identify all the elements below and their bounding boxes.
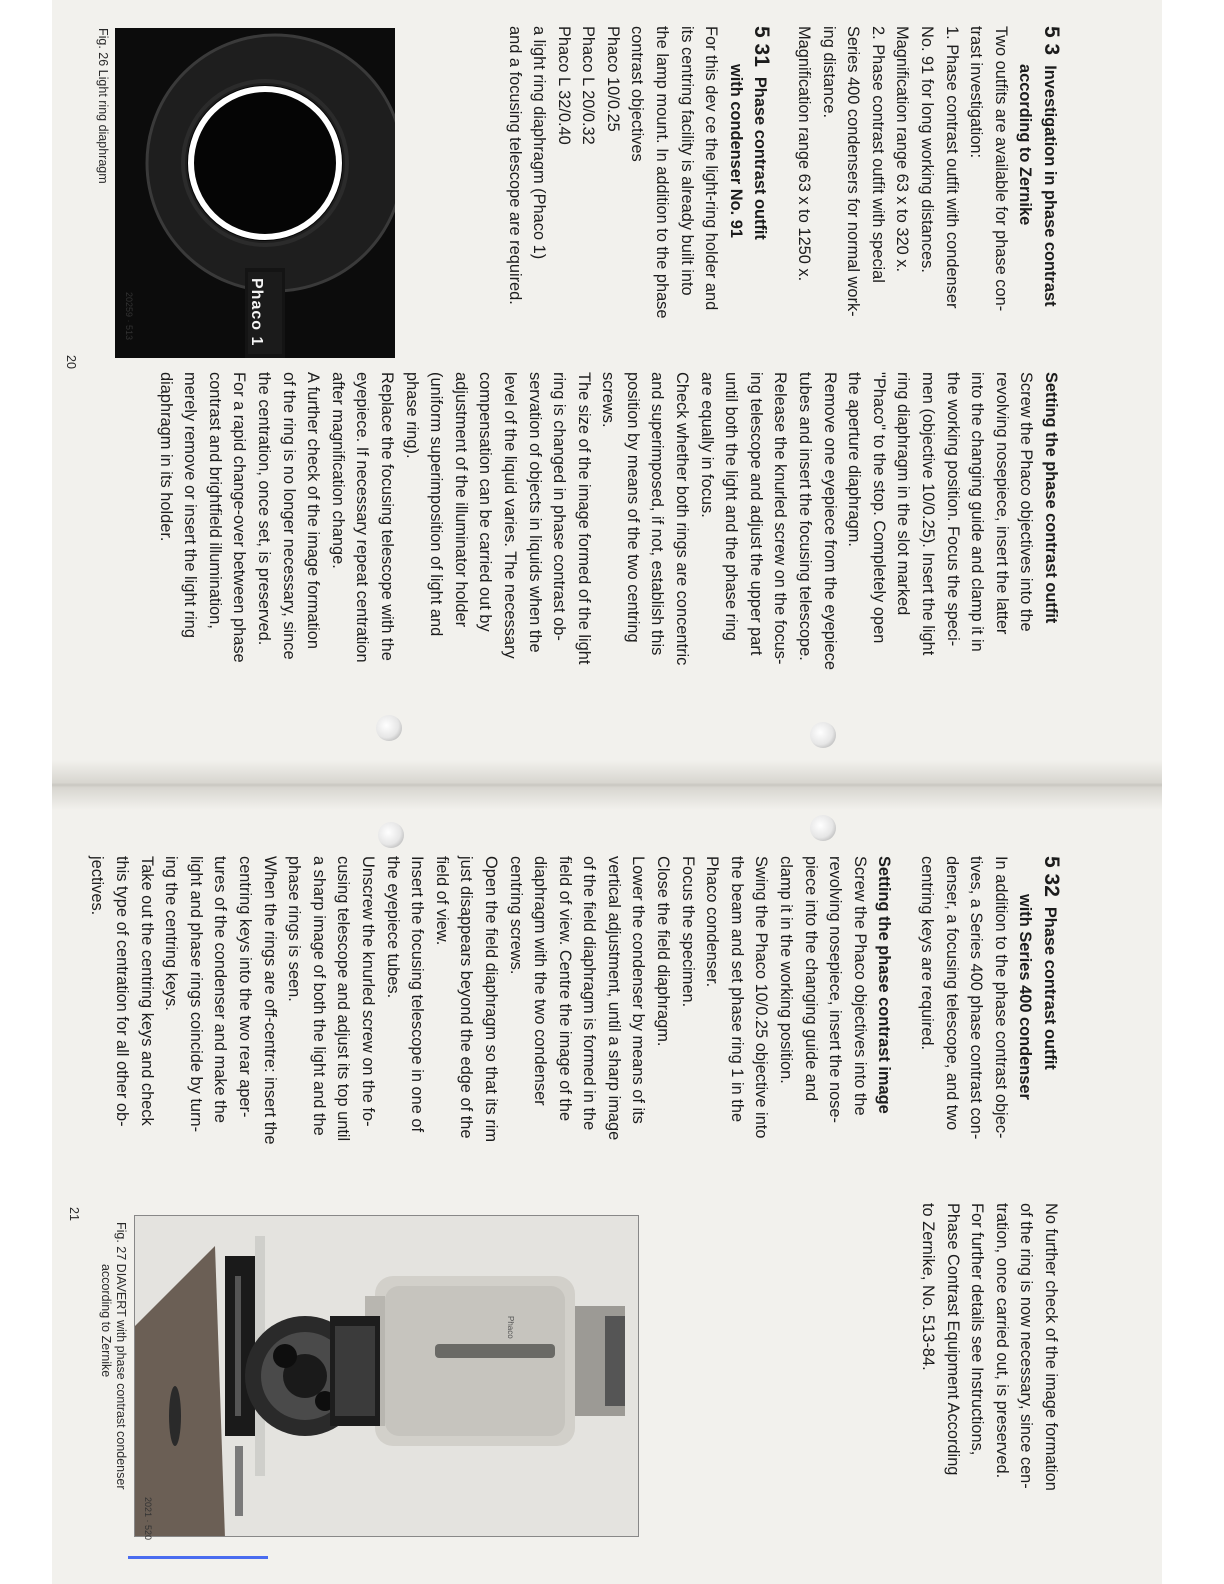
text-line: Phase Contrast Equipment According (943, 1203, 962, 1476)
text-line: phase rings is seen. (285, 856, 304, 1002)
text-line: a light ring diaphragm (Phaco 1) (530, 26, 549, 260)
text-line: Series 400 condensers for normal work- (844, 26, 863, 317)
text-line: tives, a Series 400 phase contrast con- (967, 856, 986, 1140)
text-line: Swing the Phaco 10/0.25 objective into (752, 856, 771, 1139)
text-line: the lamp mount. In addition to the phase (653, 26, 672, 319)
text-line: diaphragm with the two condenser (531, 856, 550, 1106)
text-line: diaphragm in its holder. (156, 372, 175, 542)
text-line: position by means of the two centring (623, 372, 642, 643)
column-text (153, 372, 1038, 702)
text-line: For a rapid change-over between phase (230, 372, 249, 663)
text-line: clamp it in the working position. (777, 856, 796, 1084)
text-line: ring diaphragm in the slot marked (894, 372, 913, 616)
text-line: the centration, once set, is preserved. (255, 372, 273, 646)
diavert-microscope-photo (135, 1216, 639, 1537)
text-line: Screw the Phaco objectives into the (1017, 372, 1036, 632)
subsection-heading (748, 26, 774, 356)
text-line: When the rings are off-centre: insert the (260, 856, 279, 1145)
text-line: Release the knurled screw on the focus- (771, 372, 790, 665)
text-line: Unscrew the knurled screw on the fo- (358, 856, 377, 1127)
text-line: centring keys into the two rear aper- (236, 856, 254, 1118)
punch-hole (378, 822, 404, 848)
text-line: of the ring is no longer necessary, since (279, 372, 298, 660)
text-line: of the field diaphragm is formed in the (580, 856, 599, 1131)
section-number: 5 31 (750, 26, 774, 67)
text-line: For further details see Instructions, (968, 1203, 987, 1456)
text-line: are equally in focus. (697, 372, 716, 518)
text-line: Phaco condenser. (703, 856, 722, 988)
text-line: eyepiece. If necessary repeat centration (353, 372, 372, 663)
figure-stamp: 2021 · 520 (143, 1497, 153, 1541)
text-line: piece into the changing guide and (801, 856, 820, 1102)
heading-line: Setting the phase contrast image (875, 856, 894, 1114)
text-line: adjustment of the illuminator holder (451, 372, 470, 628)
text-line: revolving nosepiece, insert the latter (992, 372, 1011, 635)
text-line: jectives. (88, 856, 107, 916)
text-line: its centring facility is already built into (677, 26, 696, 296)
text-line: No. 91 for long working distances. (918, 26, 937, 273)
section-number: 5 32 (1040, 856, 1063, 897)
text-line: centring keys are required. (918, 856, 937, 1051)
text-line: cusing telescope and adjust its top until (334, 856, 353, 1142)
text-line: Focus the specimen. (678, 856, 697, 1008)
text-line: tures of the condenser and make the (211, 856, 230, 1123)
text-line: just disappears beyond the edge of the (457, 856, 476, 1139)
text-line: A further check of the image formation (304, 372, 323, 649)
text-line: For this dev ce the light-ring holder and (702, 26, 721, 311)
text-line: after magnification change. (328, 372, 347, 569)
section-number: 5 3 (1040, 26, 1063, 56)
caption-line: according to Zernike (99, 1264, 113, 1378)
text-line: of the ring is now necessary, since cen- (1017, 1203, 1036, 1489)
phaco-label: Phaco (506, 1316, 515, 1339)
section-heading (1037, 26, 1063, 356)
phaco-label: Phaco 1 (248, 278, 265, 347)
right-page-column-a (85, 856, 1063, 1186)
text-line: Screw the Phaco objectives into the (850, 856, 869, 1116)
text-line: phase ring). (402, 372, 421, 459)
text-line: ring is changed in phase contrast ob- (550, 372, 569, 641)
text-line: Take out the centring keys and check (137, 856, 156, 1126)
heading-line: Phase contrast outfit (1041, 906, 1059, 1070)
text-line: Insert the focusing telescope in one of (408, 856, 427, 1133)
text-line: tubes and insert the focusing telescope. (796, 372, 815, 661)
text-line: the eyepiece tubes. (383, 856, 402, 999)
text-line: revolving nosepiece, insert the nose- (826, 856, 845, 1123)
text-line: trast investigation: (967, 26, 986, 159)
text-line: centring screws. (506, 856, 525, 975)
text-line: the working position. Focus the speci- (943, 372, 962, 647)
text-line: ing distance. (819, 26, 838, 119)
text-line: Two outfits are available for phase con- (991, 26, 1010, 312)
page-number: 20 (64, 355, 78, 369)
text-line: ing telescope and adjust the upper part (746, 372, 765, 656)
text-line: Open the field diaphragm so that its rim (481, 856, 500, 1143)
intro-text (791, 26, 1012, 356)
text-line: the beam and set phase ring 1 in the (727, 856, 746, 1123)
punch-hole (810, 815, 836, 841)
punch-hole (376, 715, 402, 741)
right-page-column-b (915, 1203, 1063, 1533)
figure-light-ring-diaphragm (115, 28, 395, 358)
text-line: men (objective 10/0.25). Insert the light (919, 372, 938, 656)
text-line: Lower the condenser by means of its (629, 856, 648, 1124)
text-line: ing the centring keys. (162, 856, 181, 1011)
text-line: and superimposed, if not, establish this (648, 372, 667, 656)
text-line: to Zernike, No. 513-84. (919, 1203, 938, 1371)
section-heading (1037, 856, 1063, 1186)
text-line: Phaco L 20/0.32 (579, 26, 598, 145)
text-line: Magnification range 63 x to 1250 x. (795, 26, 814, 282)
heading-line: according to Zernike (1016, 64, 1035, 226)
text-line: (uniform superimposition of light and (427, 372, 446, 637)
text-line: this type of centration for all other ob- (113, 856, 132, 1127)
text-line: compensation can be carried out by (476, 372, 495, 632)
heading-line: Setting the phase contrast outfit (1042, 372, 1060, 624)
punch-hole (810, 722, 836, 748)
text-line: field of view. (432, 856, 451, 946)
heading-line: Phase contrast outfit (751, 76, 770, 240)
text-line: In addition to the phase contrast objec- (991, 856, 1010, 1139)
page-number: 21 (67, 1207, 81, 1221)
figure-stamp: 20259 · 513 (124, 292, 134, 341)
link-underline (128, 1556, 268, 1559)
text-line: contrast objectives (628, 26, 647, 162)
text-line: contrast and brightfield illumination, (205, 372, 224, 629)
text-line: "Phaco" to the stop. Completely open (869, 372, 888, 644)
text-line: vertical adjustment, until a sharp image (604, 856, 623, 1141)
text-line: and a focusing telescope are required. (505, 26, 524, 305)
intro-text (914, 856, 1012, 1186)
text-line: 2. Phase contrast outfit with special (868, 26, 887, 283)
text-line: Phaco L 32/0.40 (554, 26, 573, 145)
text-line: Check whether both rings are concentric (673, 372, 692, 666)
heading-line: Investigation in phase contrast (1041, 65, 1059, 307)
text-line: field of view. Centre the image of the (555, 856, 574, 1122)
text-line: Replace the focusing telescope with the (377, 372, 396, 661)
text-line: Remove one eyepiece from the eyepiece (820, 372, 839, 670)
left-page-column-a (502, 26, 1063, 356)
text-line: level of the liquid varies. The necessary (500, 372, 519, 659)
heading-line: with Series 400 condenser (1016, 894, 1035, 1100)
text-line: servation of objects in liquids when the (525, 372, 544, 653)
text-line: tration, once carried out, is preserved. (992, 1203, 1011, 1479)
page-fold (52, 760, 1162, 810)
heading-line: with condenser No. 91 (726, 64, 745, 238)
figure-caption (98, 1222, 128, 1490)
text-line: the aperture diaphragm. (845, 372, 864, 547)
text-line: No further check of the image formation (1042, 1203, 1060, 1491)
text-line: denser, a focusing telescope, and two (942, 856, 961, 1131)
subsection-text (85, 856, 872, 1186)
text-line: screws. (599, 372, 618, 428)
text-line: Magnification range 63 x to 320 x. (893, 26, 912, 273)
figure-diavert-microscope (134, 1215, 639, 1537)
left-page-column-b (153, 372, 1063, 702)
text-line: The size of the image formed of the light (574, 372, 593, 665)
subsection-text (502, 26, 723, 356)
text-line: a sharp image of both the light and the (309, 856, 328, 1136)
text-line: light and phase rings coincide by turn- (186, 856, 205, 1133)
text-line: into the changing guide and clamp it in (968, 372, 987, 652)
text-line: until both the light and the phase ring (722, 372, 741, 641)
text-line: Phaco 10/0.25 (603, 26, 622, 132)
caption-line: Fig. 27 DIAVERT with phase contrast condenser (114, 1222, 128, 1490)
text-line: 1. Phase contrast outfit with condenser (942, 26, 961, 309)
text-line: Close the field diaphragm. (654, 856, 673, 1047)
figure-caption: Fig. 26 Light ring diaphragm (96, 28, 110, 184)
text-line: merely remove or insert the light ring (181, 372, 200, 638)
